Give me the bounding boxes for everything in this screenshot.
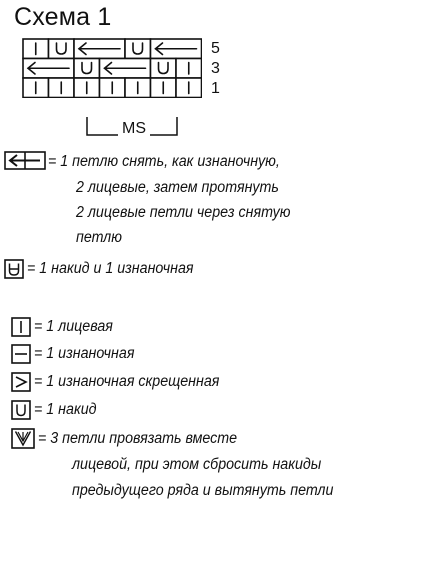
legend-arrow-line-3: 2 лицевые петли через снятую [76, 204, 291, 221]
repeat-label: MS [118, 120, 150, 138]
chart-cell-knit [49, 78, 75, 98]
chart-cell-knit [23, 78, 49, 98]
legend-k3tog-line-2: лицевой, при этом сбросить накиды [72, 456, 322, 473]
chart-cell-knit [176, 59, 202, 79]
chart-cell-knit [74, 78, 100, 98]
chart-cell-knit [100, 78, 126, 98]
legend-k3tog-line-1: = 3 петли провязать вместе [38, 430, 238, 447]
chart-cell-yo [74, 59, 100, 79]
legend-arrow-line-2: 2 лицевые, затем протянуть [76, 179, 279, 196]
knitting-chart [22, 38, 202, 98]
chart-cell-yo [151, 59, 177, 79]
legend-purl-tbl: = 1 изнаночная скрещенная [34, 373, 220, 390]
chart-cell-knit [125, 78, 151, 98]
chart-cell-arrow [74, 39, 125, 59]
chart-cell-knit [151, 78, 177, 98]
row-number-1: 1 [211, 80, 220, 97]
chart-cell-knit [176, 78, 202, 98]
purl-icon [11, 344, 31, 364]
arrow-left-icon [4, 151, 46, 170]
chart-cell-arrow [23, 59, 74, 79]
chart-cell-arrow [151, 39, 202, 59]
chart-cell-purl [23, 39, 49, 59]
purl-tbl-icon [11, 372, 31, 392]
legend-purl: = 1 изнаночная [34, 345, 135, 362]
legend-arrow-line-4: петлю [76, 229, 122, 246]
knit-icon [11, 317, 31, 337]
chart-title: Схема 1 [14, 3, 112, 31]
yarn-over-icon [11, 400, 31, 420]
legend-k3tog-line-3: предыдущего ряда и вытянуть петли [72, 482, 334, 499]
k3tog-icon [11, 428, 35, 449]
legend-knit: = 1 лицевая [34, 318, 113, 335]
chart-cell-yo [125, 39, 151, 59]
legend-arrow-line-1: = 1 петлю снять, как изнаночную, [48, 153, 280, 170]
chart-cell-yo [49, 39, 75, 59]
legend-yo-purl: = 1 накид и 1 изнаночная [27, 260, 194, 277]
row-number-3: 3 [211, 60, 220, 77]
legend-yo: = 1 накид [34, 401, 97, 418]
row-number-5: 5 [211, 40, 220, 57]
yarn-over-purl-icon [4, 259, 24, 279]
chart-cell-arrow [100, 59, 151, 79]
